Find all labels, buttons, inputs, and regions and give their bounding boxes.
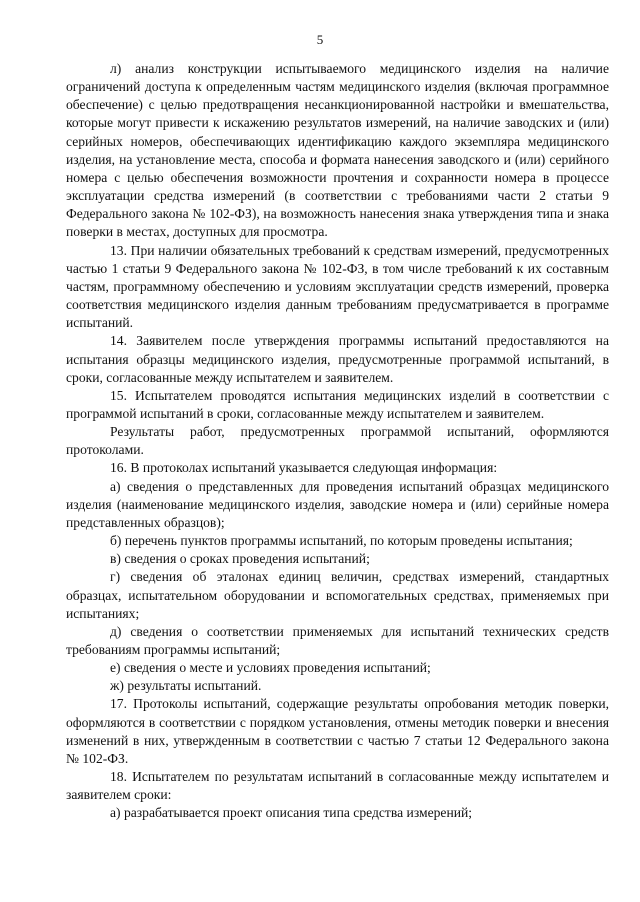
list-item-e: е) сведения о месте и условиях проведения испытаний; xyxy=(110,660,431,676)
paragraph-17: 17. Протоколы испытаний, содержащие результаты опробования методик поверки, оформляются в соответствии с порядком установления, отмены методик поверки и внесения изменений в них, утвержденным в соответствии с частью 7 статьи 12 Федерального закона № 102-ФЗ. xyxy=(66,696,609,766)
paragraph-14: 14. Заявителем после утверждения программы испытаний предоставляются на испытания образцы медицинского изделия, предусмотренные программой испытаний, в сроки, согласованные между испытателем и заявителем. xyxy=(66,333,609,385)
body-text xyxy=(66,60,609,823)
list-item-zh: ж) результаты испытаний. xyxy=(110,678,262,694)
list-item-b: б) перечень пунктов программы испытаний, по которым проведены испытания; xyxy=(110,533,573,549)
paragraph-16: 16. В протоколах испытаний указывается следующая информация: xyxy=(110,460,498,476)
paragraph-l-construction-analysis: л) анализ конструкции испытываемого медицинского изделия на наличие ограничений доступа к определенным частям медицинского изделия (включая программное обеспечение) с целью предотвращения несанкционированной настройки и вмешательства, которые могут привести к искажению результатов измерений, на наличие заводских и (или) серийных номеров, обеспечивающих идентификацию каждого экземпляра медицинского изделия, на установление места, способа и формата нанесения заводского и (или) серийного номера с целью обеспечения возможности прочтения и сохранности номера в процессе эксплуатации средства измерений (в соответствии с требованиями части 2 статьи 9 Федерального закона № 102-ФЗ), на возможность нанесения знака утверждения типа и знака поверки в местах, доступных для просмотра. xyxy=(66,61,609,240)
paragraph-15: 15. Испытателем проводятся испытания медицинских изделий в соответствии с программой испытаний в сроки, согласованные между испытателем и заявителем. xyxy=(66,387,609,421)
paragraph-18: 18. Испытателем по результатам испытаний в согласованные между испытателем и заявителем сроки: xyxy=(66,769,609,803)
paragraph-results-protocols: Результаты работ, предусмотренных программой испытаний, оформляются протоколами. xyxy=(66,424,609,458)
list-item-d: д) сведения о соответствии применяемых для испытаний технических средств требованиям программы испытаний; xyxy=(66,623,609,657)
list-item-g: г) сведения об эталонах единиц величин, средствах измерений, стандартных образцах, испытательном оборудовании и вспомогательных средствах, применяемых при испытаниях; xyxy=(66,569,609,621)
list-item-18-a: а) разрабатывается проект описания типа средства измерений; xyxy=(110,805,473,821)
paragraph-13: 13. При наличии обязательных требований к средствам измерений, предусмотренных частью 1 статьи 9 Федерального закона № 102-ФЗ, в том числе требований к их составным частям, программному обеспечению и условиям эксплуатации средств измерений, проверка соответствия медицинского изделия данным требованиям предусматривается в программе испытаний. xyxy=(66,242,609,331)
list-item-a: а) сведения о представленных для проведения испытаний образцах медицинского изделия (наименование медицинского изделия, заводские номера и (или) серийные номера представленных образцов); xyxy=(66,478,609,530)
page-number: 5 xyxy=(316,32,324,47)
list-item-v: в) сведения о сроках проведения испытаний; xyxy=(110,551,370,567)
